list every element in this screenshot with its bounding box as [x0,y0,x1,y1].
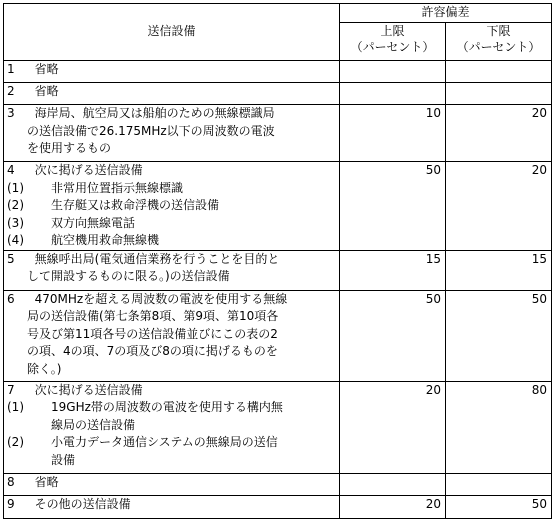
sub-item-mark: (1) [7,180,24,195]
sub-item-line [7,417,339,435]
row-number: 7 [7,382,15,397]
equipment-line [7,474,339,492]
table-row [4,83,552,105]
equipment-line [7,162,339,180]
equipment-text: して開設するものに限る。)の送信設備 [27,269,230,283]
row-number: 2 [7,84,15,98]
header-upper-label: 上限 [380,24,405,38]
sub-item-text: 双方向無線電話 [51,215,136,230]
equipment-text: 局の送信設備(第七条第8項、第9項、第10項各 [27,309,279,323]
sub-item-text: 小電力データ通信システムの無線局の送信 [51,435,278,449]
header-upper-unit: （パーセント） [350,40,435,54]
sub-item-line [7,232,339,250]
equipment-line [7,83,339,101]
table-row [4,473,552,495]
equipment-cell [4,162,340,251]
equipment-cell [4,61,340,83]
sub-item-line [7,399,339,417]
equipment-text: を使用するもの [27,141,112,155]
sub-item-text: 非常用位置指示無線標識 [51,180,184,195]
lower-value: 20 [446,162,552,251]
table-row [4,105,552,162]
equipment-cell [4,381,340,473]
equipment-text: 無線呼出局(電気通信業務を行うことを目的と [34,251,280,266]
sub-item-line [7,180,339,198]
sub-item-text: 線局の送信設備 [51,417,136,432]
sub-item-line [7,452,339,470]
table-row [4,381,552,473]
sub-item-mark: (2) [7,435,24,449]
table-row [4,250,552,290]
upper-value: 15 [340,250,446,290]
equipment-line [7,268,339,286]
equipment-text: の送信設備で26.175MHz以下の周波数の電波 [27,123,275,138]
lower-value [446,83,552,105]
equipment-text: 省略 [34,474,59,489]
row-number: 4 [7,163,15,177]
equipment-text: 号及び第11項各号の送信設備並びにこの表の2 [27,326,278,341]
upper-value [340,83,446,105]
equipment-text: 次に掲げる送信設備 [34,163,143,177]
upper-value: 50 [340,162,446,251]
header-upper [340,23,446,61]
equipment-text: 省略 [34,62,59,76]
equipment-text: 次に掲げる送信設備 [34,382,143,397]
upper-value: 20 [340,495,446,518]
table-row [4,61,552,83]
equipment-cell [4,473,340,495]
equipment-line [7,361,339,379]
row-number: 3 [7,106,15,120]
table-row [4,290,552,381]
sub-item-line [7,215,339,233]
equipment-cell [4,250,340,290]
lower-value [446,473,552,495]
row-number: 5 [7,251,15,266]
equipment-line [7,382,339,400]
equipment-line [7,61,339,79]
equipment-line [7,251,339,269]
equipment-text: 470MHzを超える周波数の電波を使用する無線 [34,291,288,306]
equipment-line [7,308,339,326]
sub-item-mark: (3) [7,215,24,230]
sub-item-text: 航空機用救命無線機 [51,233,160,247]
upper-value: 10 [340,105,446,162]
upper-value [340,473,446,495]
equipment-text: 除く。) [27,361,62,376]
table-row [4,162,552,251]
row-number: 6 [7,291,15,306]
equipment-line [7,291,339,309]
row-number: 1 [7,62,15,76]
lower-value: 20 [446,105,552,162]
row-number: 9 [7,496,15,511]
equipment-line [7,105,339,123]
equipment-text: その他の送信設備 [34,496,131,511]
table-body [4,61,552,519]
equipment-cell [4,83,340,105]
row-number: 8 [7,474,15,489]
sub-item-mark: (1) [7,400,24,414]
lower-value: 15 [446,250,552,290]
lower-value: 50 [446,290,552,381]
upper-value [340,61,446,83]
header-lower-label: 下限 [486,24,511,38]
sub-item-mark: (2) [7,198,24,212]
sub-item-text: 設備 [51,452,76,467]
header-lower-unit: （パーセント） [456,40,541,54]
lower-value [446,61,552,83]
equipment-text: の項、4の項、7の項及び8の項に掲げるものを [27,344,278,358]
tolerance-table [3,3,552,519]
sub-item-line [7,197,339,215]
upper-value: 50 [340,290,446,381]
equipment-cell [4,290,340,381]
lower-value: 50 [446,495,552,518]
equipment-cell [4,495,340,518]
lower-value: 80 [446,381,552,473]
sub-item-text: 生存艇又は救命浮機の送信設備 [51,198,220,212]
equipment-text: 省略 [34,84,59,98]
header-tolerance: 許容偏差 [340,4,552,23]
header-lower [446,23,552,61]
sub-item-text: 19GHz帯の周波数の電波を使用する構内無 [51,400,283,414]
table-row [4,495,552,518]
sub-item-line [7,434,339,452]
equipment-line [7,326,339,344]
equipment-line [7,496,339,514]
sub-item-mark: (4) [7,233,24,247]
equipment-line [7,140,339,158]
equipment-text: 海岸局、航空局又は船舶のための無線標識局 [34,106,275,120]
header-equipment: 送信設備 [4,4,340,61]
upper-value: 20 [340,381,446,473]
equipment-cell [4,105,340,162]
equipment-line [7,123,339,141]
equipment-line [7,343,339,361]
